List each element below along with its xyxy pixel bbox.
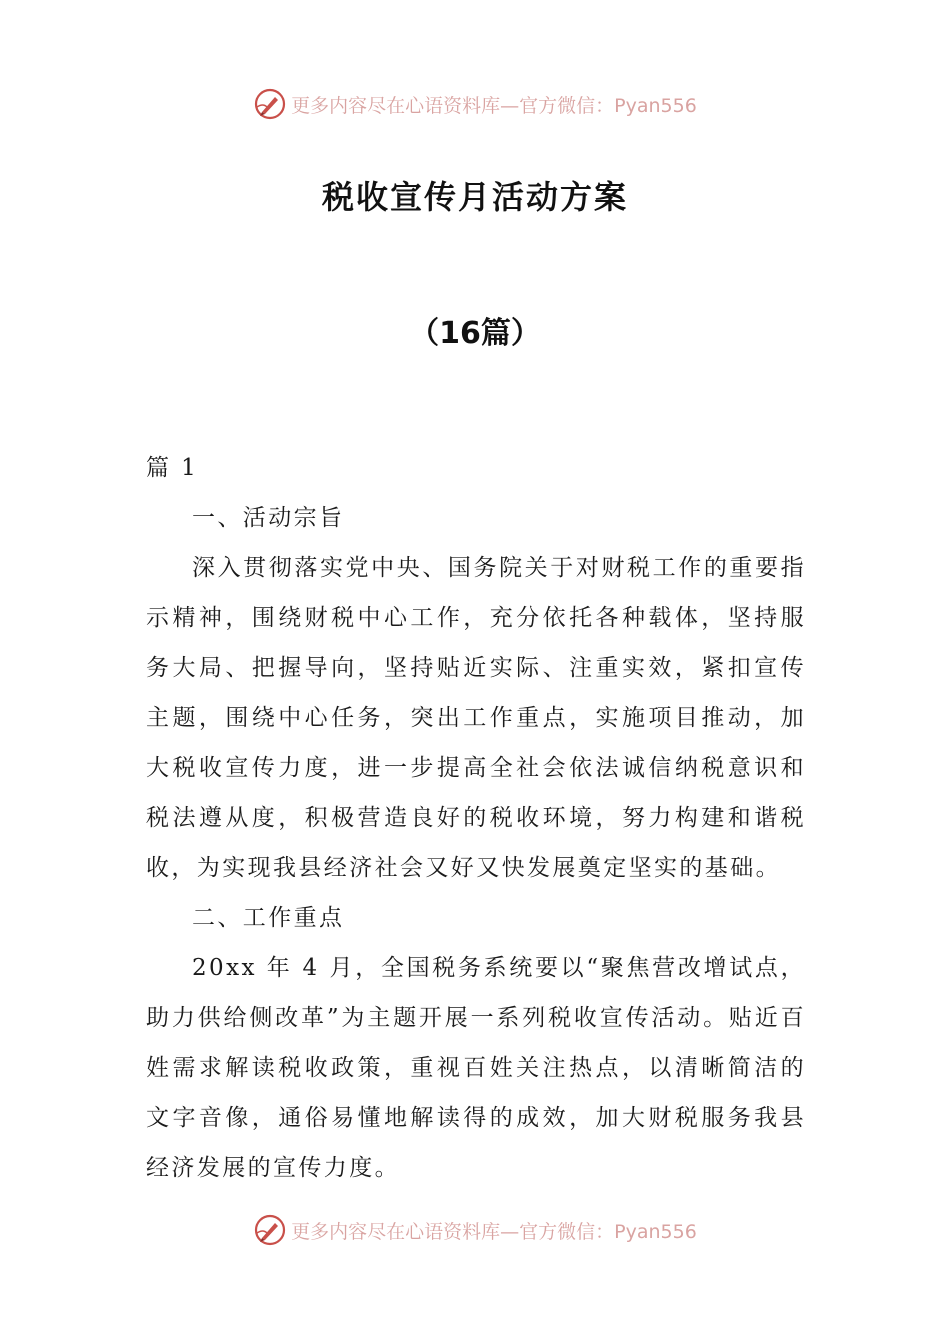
section-heading-focus: 二、工作重点 — [192, 905, 345, 931]
section-paragraph-focus: 20xx 年 4 月，全国税务系统要以“聚焦营改增试点，助力供给侧改革”为主题开展一系列税收宣传活动。贴近百姓需求解读税收政策，重视百姓关注热点，以清晰简洁的文字音像，通俗易懂地解读得的成效，加大财税服务我县经济发展的宣传力度。 — [146, 955, 806, 1181]
watermark-text: 更多内容尽在心语资料库—官方微信：Pyan556 — [291, 1220, 697, 1243]
pen-logo-icon — [253, 87, 287, 121]
watermark-text: 更多内容尽在心语资料库—官方微信：Pyan556 — [291, 94, 697, 117]
section-paragraph-purpose: 深入贯彻落实党中央、国务院关于对财税工作的重要指示精神，围绕财税中心工作，充分依托各种载体，坚持服务大局、把握导向，坚持贴近实际、注重实效，紧扣宣传主题，围绕中心任务，突出工作重点，实施项目推动，加大税收宣传力度，进一步提高全社会依法诚信纳税意识和税法遵从度，积极营造良好的税收环境，努力构建和谐税收，为实现我县经济社会又好又快发展奠定坚实的基础。 — [146, 555, 806, 881]
section-heading-purpose: 一、活动宗旨 — [192, 505, 345, 531]
watermark-banner-bottom — [0, 1210, 950, 1250]
document-title: 税收宣传月活动方案 — [321, 178, 628, 216]
wechat-id: Pyan556 — [614, 94, 697, 117]
document-body — [146, 443, 806, 1193]
pen-logo-icon — [253, 1213, 287, 1247]
wechat-id: Pyan556 — [614, 1220, 697, 1243]
watermark-banner-top — [0, 84, 950, 124]
document-subtitle: （16篇） — [409, 316, 541, 351]
chapter-label: 篇 1 — [146, 455, 199, 481]
